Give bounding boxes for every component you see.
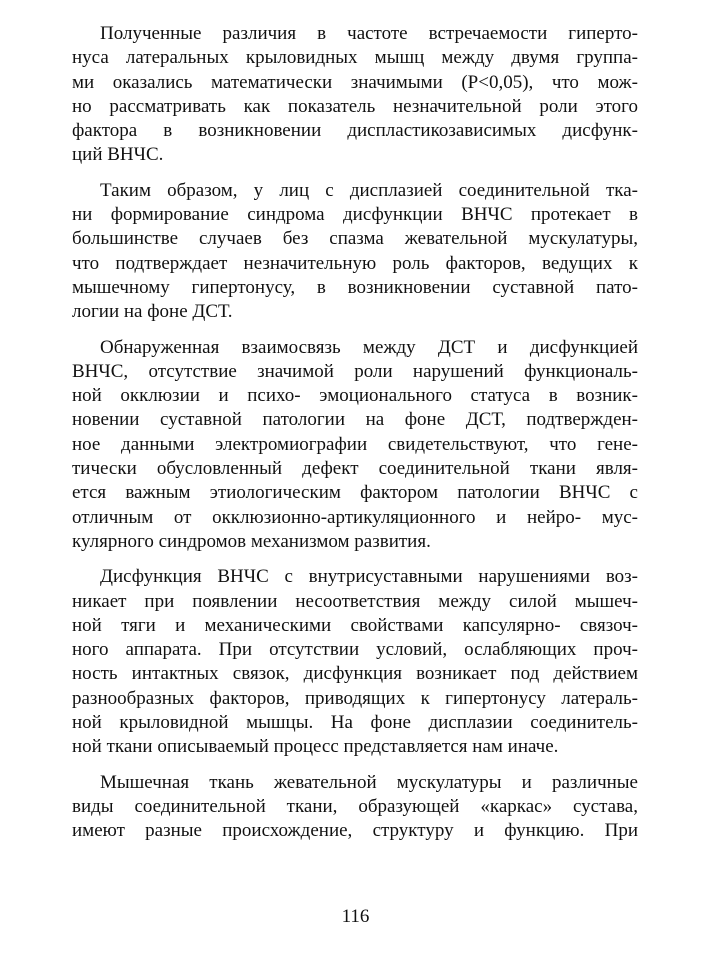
text-line: ной крыловидной мышцы. На фоне дисплазии соединитель- bbox=[72, 712, 638, 734]
text-line: нуса латеральных крыловидных мышц между двумя группа- bbox=[72, 47, 638, 69]
text-line: ций ВНЧС. bbox=[72, 144, 164, 166]
text-line: что подтверждает незначительную роль факторов, ведущих к bbox=[72, 252, 638, 274]
text-line: Дисфункция ВНЧС с внутрисуставными нарушениями воз- bbox=[100, 566, 638, 588]
text-line: Таким образом, у лиц с дисплазией соединительной тка- bbox=[100, 179, 638, 201]
paragraph bbox=[72, 565, 638, 759]
text-line: ной ткани описываемый процесс представляется нам иначе. bbox=[72, 736, 559, 758]
page-number: 116 bbox=[341, 906, 370, 927]
text-line: логии на фоне ДСТ. bbox=[72, 301, 233, 323]
text-line: ное данными электромиографии свидетельствуют, что гене- bbox=[72, 433, 638, 455]
text-line: Мышечная ткань жевательной мускулатуры и различные bbox=[100, 771, 638, 793]
text-line: отличным от окклюзионно-артикуляционного и нейро- мус- bbox=[72, 506, 638, 528]
text-line: ность интактных связок, дисфункция возникает под действием bbox=[72, 663, 638, 685]
text-line: разнообразных факторов, приводящих к гипертонусу латераль- bbox=[72, 687, 638, 709]
text-line: никает при появлении несоответствия между силой мышеч- bbox=[72, 590, 638, 612]
text-body bbox=[72, 22, 638, 855]
text-line: кулярного синдромов механизмом развития. bbox=[72, 530, 431, 552]
text-line: ется важным этиологическим фактором патологии ВНЧС с bbox=[72, 482, 638, 504]
paragraph bbox=[72, 336, 638, 555]
text-line: ного аппарата. При отсутствии условий, ослабляющих проч- bbox=[72, 639, 638, 661]
paragraph bbox=[72, 179, 638, 325]
text-line: новении суставной патологии на фоне ДСТ, подтвержден- bbox=[72, 409, 638, 431]
paragraph bbox=[72, 771, 638, 844]
text-line: ной окклюзии и психо- эмоционального статуса в возник- bbox=[72, 385, 638, 407]
text-line: мышечному гипертонусу, в возникновении суставной пато- bbox=[72, 276, 638, 298]
text-line: Полученные различия в частоте встречаемости гиперто- bbox=[100, 23, 638, 44]
text-line: ми оказались математически значимыми (Р<0,05), что мож- bbox=[72, 71, 638, 93]
paragraph bbox=[72, 22, 638, 168]
text-line: ни формирование синдрома дисфункции ВНЧС протекает в bbox=[72, 204, 638, 226]
text-line: ной тяги и механическими свойствами капсулярно- связоч- bbox=[72, 614, 638, 636]
text-line: но рассматривать как показатель незначительной роли этого bbox=[72, 95, 638, 117]
text-line: ВНЧС, отсутствие значимой роли нарушений функциональ- bbox=[72, 360, 638, 382]
text-line: имеют разные происхождение, структуру и функцию. При bbox=[72, 820, 638, 842]
text-line: виды соединительной ткани, образующей «каркас» сустава, bbox=[72, 795, 638, 817]
text-line: фактора в возникновении диспластикозависимых дисфунк- bbox=[72, 120, 638, 142]
text-line: Обнаруженная взаимосвязь между ДСТ и дисфункцией bbox=[100, 336, 638, 358]
text-line: большинстве случаев без спазма жевательной мускулатуры, bbox=[72, 228, 638, 250]
text-line: тически обусловленный дефект соединительной ткани явля- bbox=[72, 458, 638, 480]
